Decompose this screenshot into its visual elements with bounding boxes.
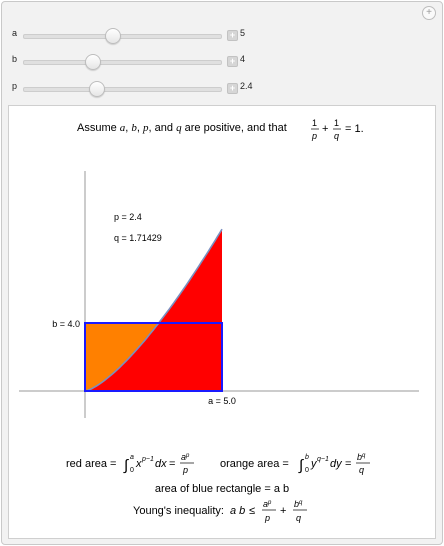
svg-text:ap: $a^p$ [181, 452, 190, 462]
orange-area-formula [220, 452, 370, 475]
svg-text:p: p [183, 465, 189, 475]
youngs-label: Young's inequality: [133, 505, 224, 517]
svg-text:0: 0 [305, 467, 309, 474]
orange-area-label: orange area = [220, 458, 289, 470]
svg-text:bq: $b^q$ [357, 452, 366, 462]
output-panel [8, 105, 436, 539]
svg-text:p−1: p−1 [142, 456, 154, 463]
svg-text:1: 1 [312, 118, 318, 128]
slider-thumb-b[interactable] [85, 54, 101, 70]
intro-text: Assume a, b, p, and q are positive, and that [77, 122, 287, 134]
svg-text:q: q [334, 131, 340, 141]
svg-text:0: 0 [130, 467, 134, 474]
svg-text:q−1: q−1 [317, 456, 329, 463]
slider-row-b [2, 53, 442, 69]
q-label: q = 1.71429 [114, 233, 162, 243]
svg-text:a: a [130, 454, 134, 461]
a-label: a = 5.0 [208, 396, 236, 406]
svg-text:∫: ∫ [299, 457, 304, 474]
svg-text:ap: $a^p$ [263, 499, 272, 509]
constraint-formula [311, 118, 364, 141]
slider-value-p: 2.4 [240, 81, 253, 91]
plus-icon[interactable]: + [422, 6, 436, 20]
p-label: p = 2.4 [114, 212, 142, 222]
slider-value-a: 5 [240, 28, 246, 38]
svg-text:= 1.: = 1. [345, 123, 364, 135]
svg-text:1: 1 [334, 118, 340, 128]
plus-icon[interactable]: + [227, 30, 238, 41]
plus-icon[interactable]: + [227, 56, 238, 67]
red-area-label: red area = [66, 458, 117, 470]
svg-text:≤: ≤ [249, 505, 256, 517]
svg-text:b: b [305, 454, 309, 461]
svg-text:p: p [265, 513, 271, 523]
slider-label-a: a [12, 28, 18, 38]
rectangle-area-line: area of blue rectangle = a b [154, 483, 290, 495]
svg-text:+: + [280, 505, 287, 517]
svg-text:q: q [359, 465, 365, 475]
slider-track-a[interactable] [23, 34, 222, 39]
young-inequality-figure [9, 106, 435, 538]
svg-text:dy: dy [330, 458, 342, 470]
svg-text:y: y [311, 458, 317, 470]
svg-text:p: p [312, 131, 318, 141]
slider-value-b: 4 [240, 54, 246, 64]
slider-thumb-p[interactable] [89, 81, 105, 97]
svg-text:+: + [322, 123, 329, 135]
svg-text:a b: a b [230, 505, 246, 517]
svg-text:=: = [169, 458, 176, 470]
svg-text:=: = [345, 458, 352, 470]
slider-label-p: p [12, 81, 18, 91]
slider-track-b[interactable] [23, 60, 222, 65]
red-area-formula [66, 452, 194, 475]
svg-text:∫: ∫ [124, 457, 129, 474]
plus-icon[interactable]: + [227, 83, 238, 94]
svg-text:bq: $b^q$ [294, 499, 303, 509]
svg-text:x: x [136, 458, 142, 470]
b-label: b = 4.0 [52, 319, 80, 329]
svg-text:dx: dx [155, 458, 167, 470]
slider-thumb-a[interactable] [105, 28, 121, 44]
youngs-inequality [133, 499, 307, 523]
slider-track-p[interactable] [23, 87, 222, 92]
slider-row-p [2, 80, 442, 96]
slider-row-a [2, 27, 442, 43]
slider-label-b: b [12, 54, 18, 64]
svg-text:q: q [296, 513, 302, 523]
